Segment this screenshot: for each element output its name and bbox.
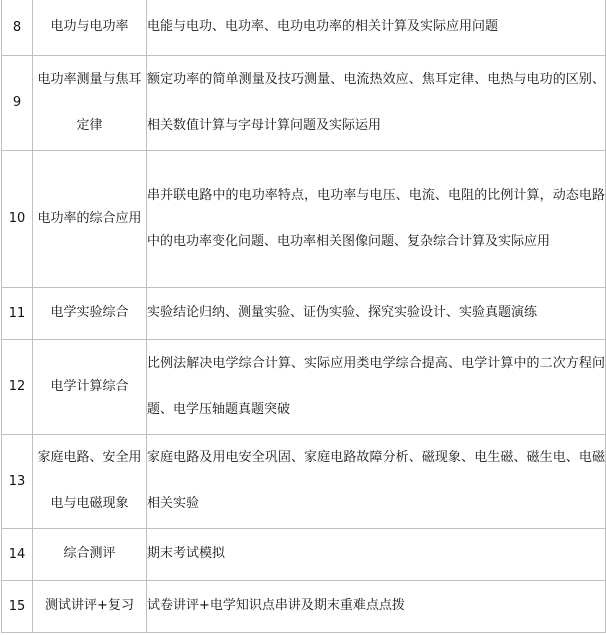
lesson-number: 10 xyxy=(2,150,33,287)
table-row xyxy=(2,150,606,287)
lesson-topic: 电功率的综合应用 xyxy=(33,150,147,287)
lesson-topic: 测试讲评+复习 xyxy=(33,580,147,632)
lesson-number: 15 xyxy=(2,580,33,632)
table-row xyxy=(2,528,606,580)
lesson-topic: 电功与电功率 xyxy=(33,0,147,55)
lesson-content: 家庭电路及用电安全巩固、家庭电路故障分析、磁现象、电生磁、磁生电、电磁相关实验 xyxy=(147,434,606,528)
table-row xyxy=(2,580,606,632)
lesson-number: 8 xyxy=(2,0,33,55)
table-row xyxy=(2,287,606,339)
lesson-topic: 综合测评 xyxy=(33,528,147,580)
lesson-content: 期末考试模拟 xyxy=(147,528,606,580)
table-row xyxy=(2,55,606,150)
table-row xyxy=(2,434,606,528)
lesson-content: 实验结论归纳、测量实验、证伪实验、探究实验设计、实验真题演练 xyxy=(147,287,606,339)
lesson-topic: 电学计算综合 xyxy=(33,339,147,434)
lesson-content: 电能与电功、电功率、电功电功率的相关计算及实际应用问题 xyxy=(147,0,606,55)
lesson-content: 串并联电路中的电功率特点，电功率与电压、电流、电阻的比例计算，动态电路中的电功率变化问题、电功率相关图像问题、复杂综合计算及实际应用 xyxy=(147,150,606,287)
course-schedule-table xyxy=(1,0,606,633)
lesson-topic: 家庭电路、安全用电与电磁现象 xyxy=(33,434,147,528)
lesson-topic: 电学实验综合 xyxy=(33,287,147,339)
lesson-topic: 电功率测量与焦耳定律 xyxy=(33,55,147,150)
lesson-number: 11 xyxy=(2,287,33,339)
table-row xyxy=(2,339,606,434)
lesson-content: 额定功率的简单测量及技巧测量、电流热效应、焦耳定律、电热与电功的区别、相关数值计算与字母计算问题及实际运用 xyxy=(147,55,606,150)
lesson-number: 9 xyxy=(2,55,33,150)
lesson-content: 试卷讲评+电学知识点串讲及期末重难点点拨 xyxy=(147,580,606,632)
lesson-number: 14 xyxy=(2,528,33,580)
table-row xyxy=(2,0,606,55)
lesson-content: 比例法解决电学综合计算、实际应用类电学综合提高、电学计算中的二次方程问题、电学压轴题真题突破 xyxy=(147,339,606,434)
lesson-number: 12 xyxy=(2,339,33,434)
lesson-number: 13 xyxy=(2,434,33,528)
